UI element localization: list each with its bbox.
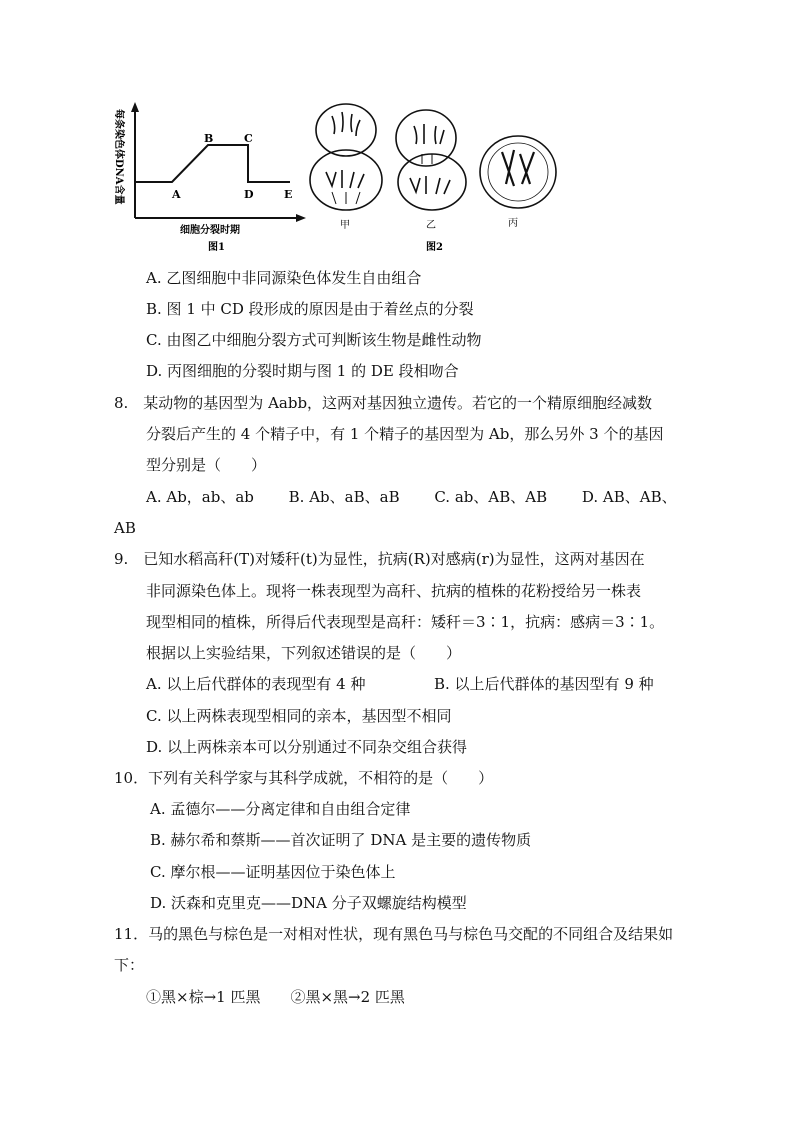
q8-options: A. Ab，ab、ab B. Ab、aB、aB C. ab、AB、AB D. AB、AB、 (146, 488, 677, 506)
q7-option-b: B. 图 1 中 CD 段形成的原因是由于着丝点的分裂 (146, 300, 474, 318)
point-b-label: B (204, 132, 214, 145)
dna-content-graph (131, 102, 306, 222)
q8-stem-line2: 分裂后产生的 4 个精子中，有 1 个精子的基因型为 Ab，那么另外 3 个的基因 (146, 425, 664, 443)
q10-option-b: B. 赫尔希和蔡斯——首次证明了 DNA 是主要的遗传物质 (150, 831, 532, 849)
q10-option-c: C. 摩尔根——证明基因位于染色体上 (150, 863, 396, 881)
graph-caption: 图1 (208, 242, 225, 253)
figure-svg (110, 100, 570, 260)
cell-label-bing: 丙 (508, 218, 518, 229)
q8-stem-line1: 8. 某动物的基因型为 Aabb，这两对基因独立遗传。若它的一个精原细胞经减数 (114, 394, 653, 412)
q9-stem-line1: 9. 已知水稻高秆(T)对矮秆(t)为显性，抗病(R)对感病(r)为显性，这两对基因在 (114, 550, 645, 568)
point-e-label: E (284, 188, 293, 201)
q11-stem-line2: 下： (114, 956, 145, 974)
q9-stem-line2: 非同源染色体上。现将一株表现型为高秆、抗病的植株的花粉授给另一株表 (146, 582, 642, 600)
q9-option-d: D. 以上两株亲本可以分别通过不同杂交组合获得 (146, 738, 468, 756)
q11-results: ①黑×棕→1 匹黑 ②黑×黑→2 匹黑 (146, 988, 405, 1006)
point-d-label: D (244, 188, 254, 201)
graph-xlabel: 细胞分裂时期 (180, 225, 240, 236)
cells-caption: 图2 (426, 242, 443, 253)
q9-stem-line4: 根据以上实验结果，下列叙述错误的是（ ） (146, 644, 462, 662)
point-a-label: A (172, 188, 181, 201)
cell-label-jia: 甲 (340, 220, 350, 231)
cell-bing (480, 136, 556, 208)
q7-option-a: A. 乙图细胞中非同源染色体发生自由组合 (146, 269, 422, 287)
cell-jia (310, 104, 382, 210)
q9-option-a: A. 以上后代群体的表现型有 4 种 (146, 675, 366, 693)
graph-ylabel: 每条染色体DNA含量 (113, 109, 124, 205)
q11-stem-line1: 11．马的黑色与棕色是一对相对性状，现有黑色马与棕色马交配的不同组合及结果如 (114, 925, 674, 943)
q8-options-wrap: AB (114, 519, 136, 537)
q10-stem: 10．下列有关科学家与其科学成就，不相符的是（ ） (114, 769, 494, 787)
q8-stem-line3: 型分别是（ ） (146, 456, 267, 474)
q10-option-a: A. 孟德尔——分离定律和自由组合定律 (150, 800, 411, 818)
figure-graph-and-cells (110, 100, 570, 260)
cell-label-yi: 乙 (426, 220, 436, 231)
q10-option-d: D. 沃森和克里克——DNA 分子双螺旋结构模型 (150, 894, 467, 912)
q7-option-d: D. 丙图细胞的分裂时期与图 1 的 DE 段相吻合 (146, 362, 459, 380)
cell-yi (396, 110, 466, 210)
q9-stem-line3: 现型相同的植株，所得后代表现型是高秆：矮秆＝3∶1，抗病：感病＝3∶1。 (146, 613, 665, 631)
q7-option-c: C. 由图乙中细胞分裂方式可判断该生物是雌性动物 (146, 331, 482, 349)
q9-option-c: C. 以上两株表现型相同的亲本，基因型不相同 (146, 707, 452, 725)
q9-option-b: B. 以上后代群体的基因型有 9 种 (434, 675, 654, 693)
point-c-label: C (244, 132, 253, 145)
